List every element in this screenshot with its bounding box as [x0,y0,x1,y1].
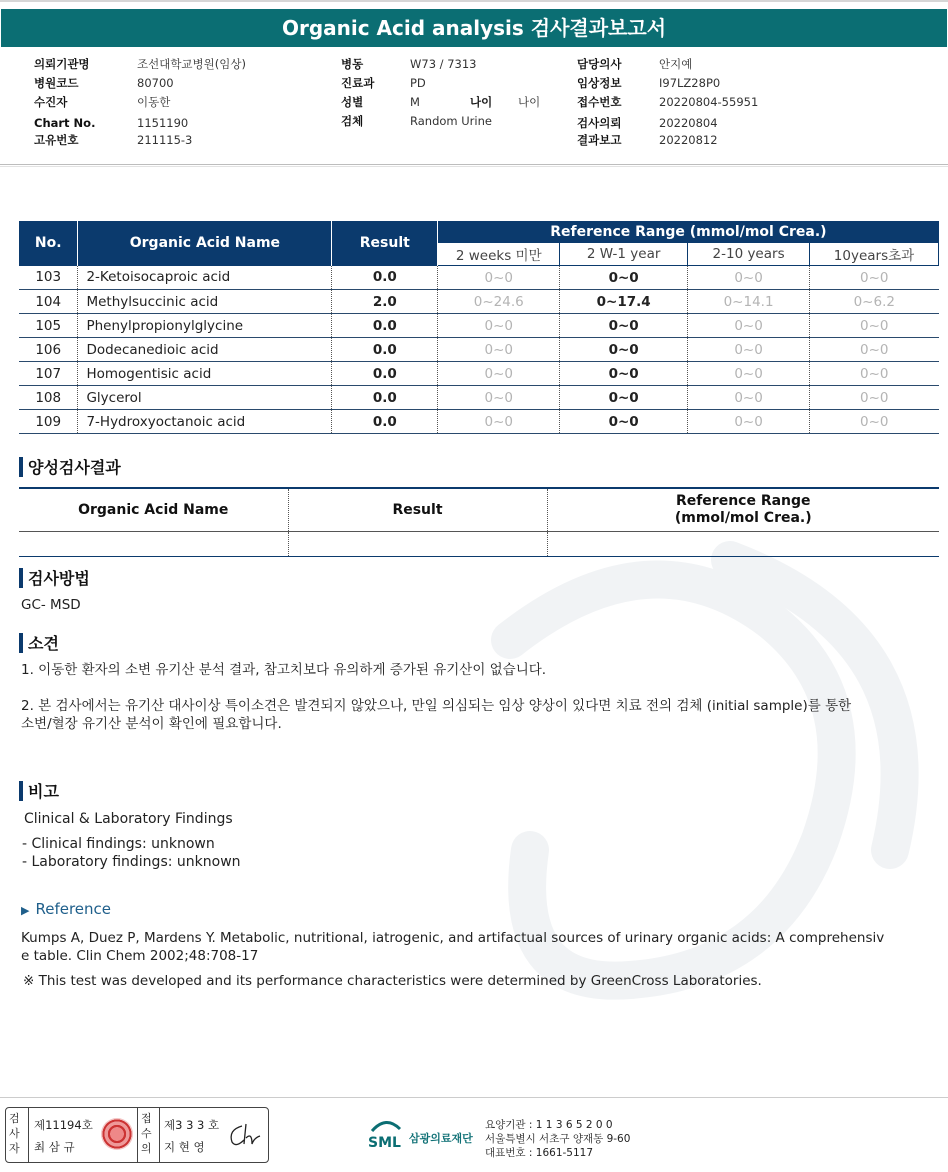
cell-ref-10y: 0~0 [810,338,939,362]
header-label: 수진자 [34,95,68,109]
remarks-heading-text: 비고 [28,782,59,801]
header-value: PD [410,76,426,90]
footer-phone: 대표번호 : 1661-5117 [485,1147,594,1159]
divider [28,1108,29,1162]
signature-box [5,1107,269,1163]
table-row [19,410,939,434]
cell-ref-2weeks: 0~0 [438,266,560,290]
reference-note: ※ This test was developed and its performance characteristics were determined by GreenCross Laboratories. [23,973,762,989]
pos-empty-cell [288,532,547,557]
cell-result: 0.0 [332,314,438,338]
header-label: 성별 [341,95,364,109]
header-value: 조선대학교병원(임상) [137,57,246,71]
reference-citation-line1: Kumps A, Duez P, Mardens Y. Metabolic, nutritional, iatrogenic, and artifactual sources of urinary organic acids: A comprehensiv [21,930,885,946]
cell-ref-2-10y: 0~0 [688,266,810,290]
header-label: 검체 [341,114,364,128]
header-label: 나이 [470,95,493,109]
cell-ref-2w-1y: 0~0 [560,266,688,290]
method-value: GC- MSD [21,597,81,613]
pos-empty-cell [547,532,939,557]
cell-name: Glycerol [78,386,332,410]
opinion-p2-line1: 2. 본 검사에서는 유기산 대사이상 특이소견은 발견되지 않았으나, 만일 의심되는 임상 양상이 있다면 치료 전의 검체 (initial sample)를 통한 [21,698,852,714]
approver-name: 지 현 영 [164,1140,205,1154]
inspector-license: 제11194호 [34,1118,93,1132]
cell-name: Phenylpropionylglycine [78,314,332,338]
header-value: 20220812 [659,133,718,147]
header-value: 안지예 [659,57,693,71]
cell-ref-2weeks: 0~0 [438,410,560,434]
inspector-name: 최 삼 규 [34,1140,75,1154]
inspector-label: 검사자 [9,1112,20,1155]
header-label: 결과보고 [577,133,622,147]
cell-ref-10y: 0~0 [810,386,939,410]
header-value: I97LZ28P0 [659,76,721,90]
cell-ref-10y: 0~0 [810,410,939,434]
reference-heading-text: Reference [35,900,112,918]
org-name: 삼광의료재단 [409,1132,473,1145]
cell-ref-2-10y: 0~0 [688,314,810,338]
positive-heading [19,455,121,478]
watermark-graphic [470,520,948,1080]
header-value: 이동한 [137,95,171,109]
top-border [0,0,948,2]
col-header-name: Organic Acid Name [78,221,332,266]
pos-col-ref-line2: (mmol/mol Crea.) [674,510,812,526]
cell-ref-2weeks: 0~0 [438,386,560,410]
inspector-seal [101,1118,133,1150]
header-value: 20220804 [659,116,718,130]
positive-results-table [19,487,939,557]
header-value: W73 / 7313 [410,57,477,71]
header-value: 80700 [137,76,174,90]
header-value: M [410,95,420,109]
cell-ref-2w-1y: 0~17.4 [560,290,688,314]
section-bar [19,781,23,801]
opinion-heading [19,631,59,654]
cell-ref-2-10y: 0~0 [688,338,810,362]
sml-logo [366,1117,406,1153]
table-row [19,362,939,386]
header-divider [0,164,948,165]
header-value: 20220804-55951 [659,95,759,109]
cell-ref-2w-1y: 0~0 [560,314,688,338]
cell-result: 0.0 [332,266,438,290]
footer-divider [0,1097,948,1098]
cell-result: 0.0 [332,386,438,410]
cell-ref-2weeks: 0~24.6 [438,290,560,314]
cell-result: 0.0 [332,338,438,362]
header-label: 진료과 [341,76,375,90]
col-header-no: No. [19,221,78,266]
divider [159,1108,160,1162]
cell-name: 2-Ketoisocaproic acid [78,266,332,290]
col-header-ref: Reference Range (mmol/mol Crea.) [438,221,939,243]
header-label: 고유번호 [34,133,79,147]
approver-license: 제3 3 3 호 [164,1118,220,1132]
header-label: 검사의뢰 [577,116,622,130]
cell-ref-2w-1y: 0~0 [560,362,688,386]
header-label: 병동 [341,57,364,71]
cell-ref-10y: 0~0 [810,266,939,290]
remarks-line2: - Clinical findings: unknown [22,836,215,852]
remarks-line3: - Laboratory findings: unknown [22,854,241,870]
table-row [19,386,939,410]
ref-col-header: 2 W-1 year [560,243,688,266]
cell-no: 104 [19,290,78,314]
header-label: 임상정보 [577,76,622,90]
cell-no: 103 [19,266,78,290]
cell-ref-10y: 0~6.2 [810,290,939,314]
cell-ref-2-10y: 0~0 [688,362,810,386]
signature [226,1120,264,1150]
cell-ref-2-10y: 0~0 [688,410,810,434]
table-row [19,314,939,338]
cell-no: 107 [19,362,78,386]
cell-name: 7-Hydroxyoctanoic acid [78,410,332,434]
footer-address: 서울특별시 서초구 양재동 9-60 [485,1133,631,1145]
cell-ref-2weeks: 0~0 [438,314,560,338]
header-value: 1151190 [137,116,189,130]
method-heading [19,566,90,589]
cell-no: 109 [19,410,78,434]
cell-result: 0.0 [332,362,438,386]
cell-result: 0.0 [332,410,438,434]
positive-heading-text: 양성검사결과 [28,458,121,477]
cell-ref-2weeks: 0~0 [438,338,560,362]
pos-empty-cell [19,532,288,557]
section-bar [19,568,23,588]
reference-heading [21,900,111,918]
table-row [19,266,939,290]
logo-text: SML [368,1135,401,1151]
header-label: 접수번호 [577,95,622,109]
triangle-icon: ▶ [21,904,30,917]
report-title: Organic Acid analysis 검사결과보고서 [1,9,947,47]
remarks-heading [19,779,59,802]
pos-col-result: Result [288,488,547,532]
approver-label: 접수의 [141,1112,152,1155]
ref-col-header: 2 weeks 미만 [438,243,560,266]
divider [137,1108,138,1162]
cell-name: Homogentisic acid [78,362,332,386]
header-label: 의뢰기관명 [34,57,90,71]
table-row [19,290,939,314]
cell-ref-2w-1y: 0~0 [560,386,688,410]
header-divider [0,166,948,167]
table-row [19,338,939,362]
header-value: Random Urine [410,114,492,128]
opinion-p2-line2: 소변/혈장 유기산 분석이 확인에 필요합니다. [21,716,282,732]
ref-col-header: 2-10 years [688,243,810,266]
cell-ref-10y: 0~0 [810,314,939,338]
cell-ref-2-10y: 0~0 [688,386,810,410]
cell-name: Dodecanedioic acid [78,338,332,362]
cell-no: 105 [19,314,78,338]
remarks-line1: Clinical & Laboratory Findings [24,811,233,827]
cell-name: Methylsuccinic acid [78,290,332,314]
cell-ref-2w-1y: 0~0 [560,410,688,434]
ref-col-header: 10years초과 [810,243,939,266]
pos-col-ref-line1: Reference Range [675,493,811,509]
footer-code: 요양기관 : 1 1 3 6 5 2 0 0 [485,1119,613,1131]
header-value: 211115-3 [137,133,193,147]
section-bar [19,457,23,477]
cell-ref-2w-1y: 0~0 [560,338,688,362]
pos-col-name: Organic Acid Name [19,488,288,532]
header-label: 담당의사 [577,57,622,71]
section-bar [19,633,23,653]
pos-col-ref [547,488,939,532]
opinion-p1: 1. 이동한 환자의 소변 유기산 분석 결과, 참고치보다 유의하게 증가된 유기산이 없습니다. [21,662,547,678]
header-label: Chart No. [34,116,96,130]
organic-acid-table [19,221,939,434]
cell-no: 108 [19,386,78,410]
cell-result: 2.0 [332,290,438,314]
opinion-heading-text: 소견 [28,634,59,653]
col-header-result: Result [332,221,438,266]
cell-ref-2-10y: 0~14.1 [688,290,810,314]
cell-no: 106 [19,338,78,362]
header-label: 병원코드 [34,76,79,90]
method-heading-text: 검사방법 [28,569,90,588]
cell-ref-10y: 0~0 [810,362,939,386]
cell-ref-2weeks: 0~0 [438,362,560,386]
header-value: 나이 [518,95,541,109]
reference-citation-line2: e table. Clin Chem 2002;48:708-17 [21,948,259,964]
